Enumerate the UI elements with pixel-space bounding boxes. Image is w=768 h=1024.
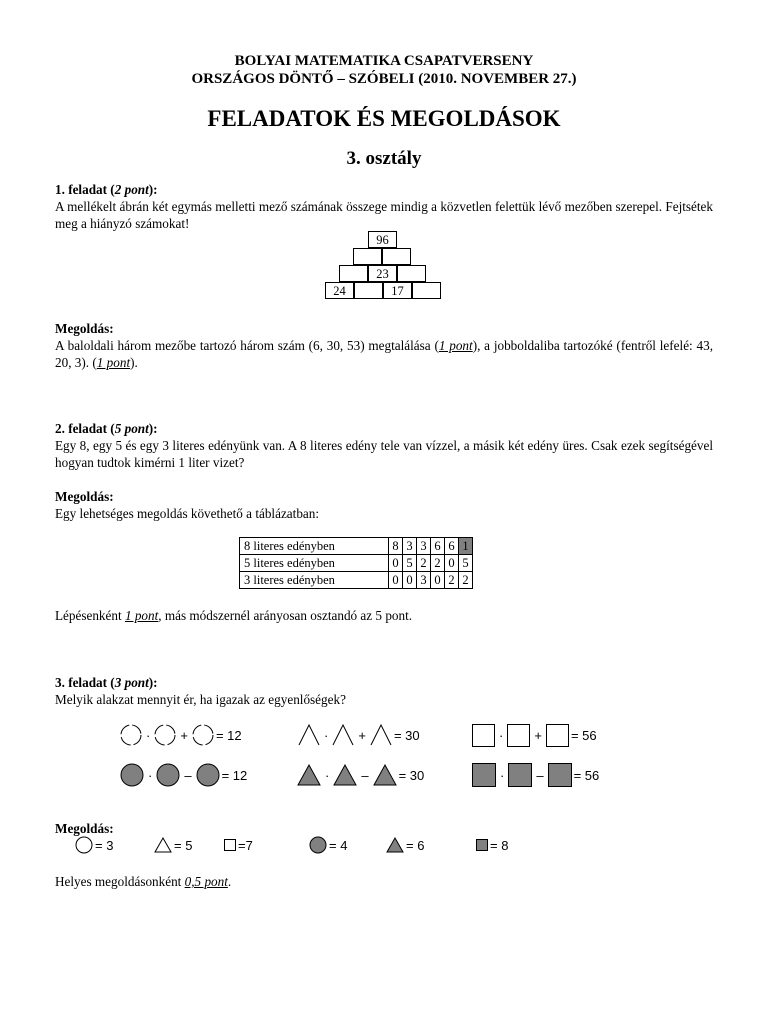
table-cell: 5: [403, 555, 417, 572]
table-cell: 2: [417, 555, 431, 572]
contest-round: ORSZÁGOS DÖNTŐ – SZÓBELI (2010. NOVEMBER 27.): [191, 71, 577, 87]
pyramid-cell: 23: [368, 265, 397, 282]
op-dot: ·: [325, 767, 330, 783]
triangle-outline-icon: [154, 837, 172, 853]
table-cell: 3: [403, 538, 417, 555]
table-cell: 0: [389, 555, 403, 572]
table-cell: 0: [403, 572, 417, 589]
filled-triangle-icon: [333, 764, 357, 786]
answer-filled-circle: [309, 833, 347, 857]
filled-triangle-icon: [386, 837, 404, 853]
answer-triangle: [154, 833, 192, 857]
op-dot: ·: [148, 767, 153, 783]
row-label: 5 literes edényben: [240, 555, 389, 572]
number-pyramid: [325, 231, 445, 303]
table-cell: 3: [417, 538, 431, 555]
task2-scoring: Lépésenként 1 pont, más módszernél arányosan osztandó az 5 pont.: [55, 608, 413, 623]
pyramid-cell: 17: [383, 282, 412, 299]
equation-filled-squares: [472, 763, 599, 787]
task1-solution-text: A baloldali három mezőbe tartozó három szám (6, 30, 53) megtalálása (1 pont), a jobboldaliba tartozóké (fentről lefelé: 43, 20, 3). (1 pont).: [55, 338, 713, 370]
filled-circle-icon: [156, 763, 180, 787]
square-outline-icon: [472, 724, 495, 747]
vessel-table: [239, 537, 473, 589]
result: = 56: [570, 727, 597, 743]
equation-filled-triangles: [297, 763, 424, 787]
answer-filled-square: [476, 833, 508, 857]
pyramid-cell: [339, 265, 368, 282]
square-outline-icon: [507, 724, 530, 747]
answer-value: = 5: [174, 837, 193, 853]
circle-outline-icon: [120, 724, 142, 746]
circle-outline-icon: [154, 724, 176, 746]
op-dot: ·: [500, 767, 505, 783]
table-cell: 0: [445, 555, 459, 572]
task3-heading: 3. feladat (3 pont):: [55, 675, 158, 690]
op-minus: –: [184, 767, 192, 783]
op-minus: –: [361, 767, 369, 783]
filled-circle-icon: [120, 763, 144, 787]
equation-triangles: [298, 723, 420, 747]
pyramid-cell: 96: [368, 231, 397, 248]
contest-name: BOLYAI MATEMATIKA CSAPATVERSENY: [234, 53, 534, 69]
task1-text: A mellékelt ábrán két egymás melletti mező számának összege mindig a közvetlen felettük lévő mezőben szerepel. Fejtsétek meg a hiányzó számokat!: [55, 199, 713, 231]
op-minus: –: [536, 767, 544, 783]
op-dot: ·: [324, 727, 329, 743]
answer-value: = 6: [406, 837, 425, 853]
table-cell: 8: [389, 538, 403, 555]
op-plus: +: [358, 727, 366, 743]
op-dot: ·: [499, 727, 504, 743]
table-cell: 6: [445, 538, 459, 555]
table-cell: 6: [431, 538, 445, 555]
filled-square-icon: [548, 763, 572, 787]
equation-filled-circles: [120, 763, 247, 787]
table-cell: 2: [445, 572, 459, 589]
answer-square: [224, 833, 253, 857]
filled-square-icon: [476, 839, 488, 851]
pyramid-cell: [397, 265, 426, 282]
table-row: [240, 555, 473, 572]
table-cell: 2: [459, 572, 473, 589]
task3-scoring: Helyes megoldásonként 0,5 pont.: [55, 874, 232, 889]
result: = 56: [573, 767, 600, 783]
task3-solution-label: Megoldás:: [55, 821, 114, 836]
op-plus: +: [534, 727, 542, 743]
equation-circles: [120, 723, 242, 747]
answer-value: = 8: [490, 837, 509, 853]
circle-outline-icon: [192, 724, 214, 746]
filled-square-icon: [508, 763, 532, 787]
filled-triangle-icon: [297, 764, 321, 786]
answer-filled-triangle: [386, 833, 424, 857]
task1-heading: 1. feladat (2 pont):: [55, 182, 158, 197]
filled-circle-icon: [196, 763, 220, 787]
task2-heading: 2. feladat (5 pont):: [55, 421, 158, 436]
answer-circle: [75, 833, 113, 857]
triangle-outline-icon: [332, 724, 354, 746]
table-row: [240, 538, 473, 555]
op-dot: ·: [146, 727, 151, 743]
op-plus: +: [180, 727, 188, 743]
pyramid-cell: [354, 282, 383, 299]
answer-value: = 3: [95, 837, 114, 853]
row-label: 8 literes edényben: [240, 538, 389, 555]
table-cell: 5: [459, 555, 473, 572]
task2-solution-label: Megoldás:: [55, 489, 114, 504]
filled-circle-icon: [309, 836, 327, 854]
highlighted-cell: 1: [459, 538, 473, 555]
square-outline-icon: [546, 724, 569, 747]
page-title: FELADATOK ÉS MEGOLDÁSOK: [207, 106, 561, 131]
equation-squares: [472, 723, 597, 747]
answer-value: = 4: [329, 837, 348, 853]
table-cell: 0: [431, 572, 445, 589]
task3-question: Melyik alakzat mennyit ér, ha igazak az egyenlőségek?: [55, 692, 346, 707]
result: = 30: [393, 727, 420, 743]
triangle-outline-icon: [298, 724, 320, 746]
grade-title: 3. osztály: [346, 148, 422, 169]
result: = 12: [215, 727, 242, 743]
result: = 12: [221, 767, 248, 783]
task1-solution-label: Megoldás:: [55, 321, 114, 336]
pyramid-cell: [382, 248, 411, 265]
row-label: 3 literes edényben: [240, 572, 389, 589]
filled-square-icon: [472, 763, 496, 787]
square-outline-icon: [224, 839, 236, 851]
task2-solution-intro: Egy lehetséges megoldás követhető a táblázatban:: [55, 506, 320, 521]
table-cell: 2: [431, 555, 445, 572]
table-row: [240, 572, 473, 589]
table-cell: 0: [389, 572, 403, 589]
result: = 30: [398, 767, 425, 783]
triangle-outline-icon: [370, 724, 392, 746]
circle-outline-icon: [75, 836, 93, 854]
table-cell: 3: [417, 572, 431, 589]
filled-triangle-icon: [373, 764, 397, 786]
pyramid-cell: [412, 282, 441, 299]
answer-value: =7: [238, 837, 253, 853]
task2-text: Egy 8, egy 5 és egy 3 literes edényünk van. A 8 literes edény tele van vízzel, a másik két edény üres. Csak ezek segítségével hogyan tudtok kimérni 1 liter vizet?: [55, 438, 713, 470]
pyramid-cell: 24: [325, 282, 354, 299]
pyramid-cell: [353, 248, 382, 265]
